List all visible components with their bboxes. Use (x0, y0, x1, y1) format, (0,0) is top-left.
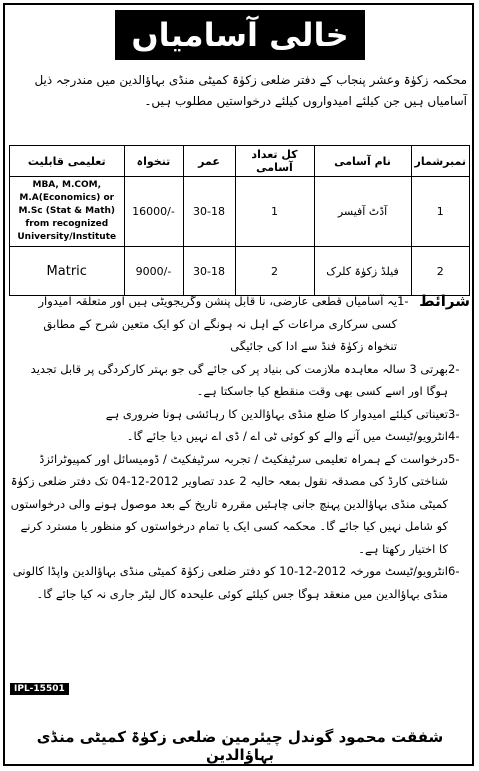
condition-item (10, 358, 470, 403)
header-age: عمر (183, 146, 235, 177)
condition-text: یہ آسامیاں قطعی عارضی، نا قابل پنشن وگریجویٹی ہیں اور متعلقہ امیدوار کسی سرکاری مراعات کے اہل نہ ہونگے ان کو ایک متعین شرح کے مطابق تنخواہ زکوٰۃ فنڈ سے ادا کی جائیگی (38, 294, 398, 353)
table-header-row (10, 146, 470, 177)
header-post: نام آسامی (314, 146, 411, 177)
row-pay: 9000/- (124, 247, 183, 296)
condition-number: 3- (448, 406, 460, 421)
intro-text: محکمہ زکوٰۃ وعشر پنجاب کے دفتر ضلعی زکوٰۃ کمیٹی منڈی بہاؤالدین میں مندرجہ ذیل آسامیاں ہیں جن کیلئے امیدواروں کیلئے درخواستیں مطلوب ہیں۔ (34, 73, 467, 108)
row-serial: 2 (411, 247, 470, 296)
row-serial: 1 (411, 177, 470, 247)
condition-number: 4- (448, 429, 460, 443)
condition-number: 2- (448, 361, 460, 376)
condition-item (10, 448, 470, 561)
row-count: 2 (235, 247, 314, 296)
row-age: 30-18 (183, 177, 235, 247)
row-qualification: MBA, M.COM, M.A(Economics) or M.Sc (Stat & Math) from recognized University/Institute (10, 177, 125, 247)
vacancies-table (9, 145, 470, 296)
condition-item (10, 403, 470, 426)
condition-item (10, 560, 470, 605)
table-row (10, 247, 470, 296)
condition-item (10, 425, 470, 448)
header-pay: تنخواہ (124, 146, 183, 177)
table-row (10, 177, 470, 247)
condition-number: 5- (448, 451, 460, 466)
condition-text: بھرتی 3 سالہ معاہدہ ملازمت کی بنیاد پر کی جائے گی جو بہتر کارکردگی پر قابل تجدید ہوگا اور اسے کسی بھی وقت منقطع کیا جاسکتا ہے۔ (30, 361, 448, 398)
condition-number: 1- (397, 294, 409, 308)
row-qualification: Matric (10, 247, 125, 296)
condition-text: انٹرویو/ٹیسٹ میں آنے والے کو کوئی ٹی اے / ڈی اے نہیں دیا جائے گا۔ (126, 429, 448, 443)
ipl-code: IPL-15501 (10, 683, 69, 695)
row-count: 1 (235, 177, 314, 247)
condition-text: درخواست کے ہمراہ تعلیمی سرٹیفکیٹ / تجربہ سرٹیفکیٹ / ڈومیسائل اور کمپیوٹرائزڈ شناختی کارڈ کی مصدقہ نقول بمعہ حالیہ 2 عدد تصاویر 2012-12-04 تک دفتر ضلعی زکوٰۃ کمیٹی منڈی بہاؤالدین پہنچ جانی چاہئیں مقررہ تاریخ کے بعد موصول ہونے والی درخواستوں کو شامل نہیں کیا جائے گا۔ محکمہ کسی ایک یا تمام درخواستوں کو منظور یا مسترد کرنے کا اختیار رکھتا ہے۔ (10, 451, 448, 556)
signature-line: شفقت محمود گوندل چیئرمین ضلعی زکوٰۃ کمیٹی منڈی بہاؤالدین (36, 728, 444, 764)
header-qualification: تعلیمی قابلیت (10, 146, 125, 177)
condition-number: 6- (448, 564, 460, 578)
row-pay: 16000/- (124, 177, 183, 247)
header-serial: نمبرشمار (411, 146, 470, 177)
condition-item (10, 290, 470, 358)
row-post: آڈٹ آفیسر (314, 177, 411, 247)
row-age: 30-18 (183, 247, 235, 296)
header-count: کل تعداد آسامی (235, 146, 314, 177)
condition-text: انٹرویو/ٹیسٹ مورخہ 2012-12-10 کو دفتر ضلعی زکوٰۃ کمیٹی منڈی بہاؤالدین واپڈا کالونی منڈی بہاؤالدین میں منعقد ہوگا جس کیلئے کوئی علیحدہ کال لیٹر جاری نہ کیا جائے گا۔ (12, 564, 448, 601)
page-title: خالی آسامیاں (115, 10, 365, 60)
condition-text: تعیناتی کیلئے امیدوار کا ضلع منڈی بہاؤالدین کا رہائشی ہونا ضروری ہے (105, 406, 448, 421)
conditions-section (10, 290, 470, 605)
row-post: فیلڈ زکوٰۃ کلرک (314, 247, 411, 296)
conditions-heading: شرائط (419, 292, 470, 310)
